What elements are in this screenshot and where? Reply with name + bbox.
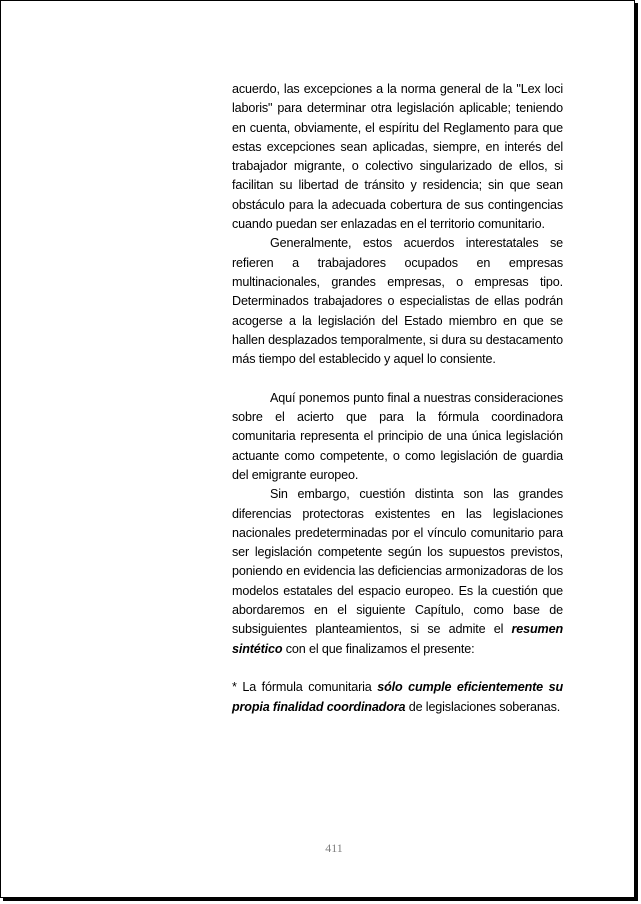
paragraph-4-text-b: con el que finalizamos el presente: xyxy=(282,641,475,656)
bullet-emphasis: sólo cumple eficientemente su propia finalidad coordinadora xyxy=(232,680,564,714)
body-text xyxy=(232,80,563,717)
paragraph-3: Aquí ponemos punto final a nuestras consideraciones sobre el acierto que para la fórmula coordinadora comunitaria representa el principio de una única legislación actuante como competente, o como legislación de guardia del emigrante europeo. xyxy=(232,390,563,482)
paragraph-1: acuerdo, las excepciones a la norma general de la "Lex loci laboris" para determinar otra legislación aplicable; teniendo en cuenta, obviamente, el espíritu del Reglamento para que estas excepciones sean aplicadas, siempre, en interés del trabajador migrante, o colectivo singularizado de ellos, si facilitan su libertad de tránsito y residencia; sin que sean obstáculo para la adecuada cobertura de sus contingencias cuando puedan ser enlazadas en el territorio comunitario. xyxy=(232,82,563,232)
paragraph-4-text-a: Sin embargo, cuestión distinta son las grandes diferencias protectoras existentes en las legislaciones nacionales predeterminadas por el vínculo comunitario para ser legislación competente según los supuestos previstos, poniendo en evidencia las deficiencias armonizadoras de los modelos estatales del espacio europeo. Es la cuestión que abordaremos en el siguiente Capítulo, como base de subsiguientes planteamientos, si se admite el xyxy=(232,487,563,637)
paragraph-spacer xyxy=(232,659,563,678)
bullet-text-a: * La fórmula comunitaria xyxy=(232,680,378,695)
bullet-paragraph xyxy=(232,678,563,717)
paragraph-4-emphasis: resumen sintético xyxy=(232,622,563,656)
paragraph-4 xyxy=(232,485,563,659)
page-number: 411 xyxy=(325,841,343,855)
paragraph-2: Generalmente, estos acuerdos interestatales se refieren a trabajadores ocupados en empresas multinacionales, grandes empresas, o empresas tipo. Determinados trabajadores o especialistas de ellas podrán acogerse a la legislación del Estado miembro en que se hallen desplazados temporalmente, si dura su destacamento más tiempo del establecido y aquel lo consiente. xyxy=(232,236,563,367)
bullet-text-b: de legislaciones soberanas. xyxy=(405,699,561,714)
paragraph-spacer xyxy=(232,369,563,388)
